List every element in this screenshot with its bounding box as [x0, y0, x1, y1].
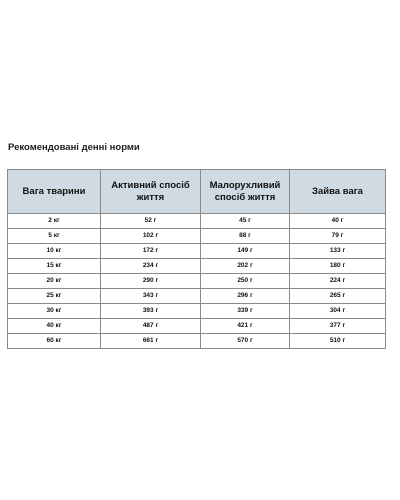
- cell-active: 234 г: [101, 259, 201, 274]
- cell-active: 661 г: [101, 334, 201, 349]
- cell-overweight: 265 г: [290, 289, 386, 304]
- header-active: Активний спосіб життя: [101, 170, 201, 214]
- cell-sedentary: 202 г: [201, 259, 290, 274]
- cell-active: 393 г: [101, 304, 201, 319]
- cell-weight: 15 кг: [8, 259, 101, 274]
- cell-overweight: 79 г: [290, 229, 386, 244]
- daily-norms-table-container: [7, 169, 385, 349]
- cell-weight: 10 кг: [8, 244, 101, 259]
- cell-active: 290 г: [101, 274, 201, 289]
- cell-weight: 60 кг: [8, 334, 101, 349]
- cell-weight: 25 кг: [8, 289, 101, 304]
- cell-sedentary: 296 г: [201, 289, 290, 304]
- table-header-row: [8, 170, 386, 214]
- table-row: [8, 244, 386, 259]
- cell-overweight: 180 г: [290, 259, 386, 274]
- cell-active: 343 г: [101, 289, 201, 304]
- table-row: [8, 214, 386, 229]
- cell-weight: 2 кг: [8, 214, 101, 229]
- table-row: [8, 289, 386, 304]
- daily-norms-table: [7, 169, 386, 349]
- cell-weight: 40 кг: [8, 319, 101, 334]
- cell-active: 102 г: [101, 229, 201, 244]
- cell-sedentary: 88 г: [201, 229, 290, 244]
- cell-overweight: 224 г: [290, 274, 386, 289]
- page-title: Рекомендовані денні норми: [8, 142, 140, 153]
- cell-sedentary: 250 г: [201, 274, 290, 289]
- cell-overweight: 40 г: [290, 214, 386, 229]
- table-row: [8, 304, 386, 319]
- cell-sedentary: 339 г: [201, 304, 290, 319]
- cell-sedentary: 149 г: [201, 244, 290, 259]
- header-weight: Вага тварини: [8, 170, 101, 214]
- cell-active: 172 г: [101, 244, 201, 259]
- cell-overweight: 510 г: [290, 334, 386, 349]
- table-row: [8, 319, 386, 334]
- cell-overweight: 133 г: [290, 244, 386, 259]
- table-row: [8, 259, 386, 274]
- cell-weight: 5 кг: [8, 229, 101, 244]
- cell-active: 52 г: [101, 214, 201, 229]
- cell-sedentary: 45 г: [201, 214, 290, 229]
- cell-weight: 30 кг: [8, 304, 101, 319]
- cell-weight: 20 кг: [8, 274, 101, 289]
- table-row: [8, 334, 386, 349]
- cell-sedentary: 421 г: [201, 319, 290, 334]
- table-row: [8, 274, 386, 289]
- table-row: [8, 229, 386, 244]
- cell-overweight: 377 г: [290, 319, 386, 334]
- header-sedentary: Малорухливий спосіб життя: [201, 170, 290, 214]
- cell-overweight: 304 г: [290, 304, 386, 319]
- cell-sedentary: 570 г: [201, 334, 290, 349]
- header-overweight: Зайва вага: [290, 170, 386, 214]
- cell-active: 487 г: [101, 319, 201, 334]
